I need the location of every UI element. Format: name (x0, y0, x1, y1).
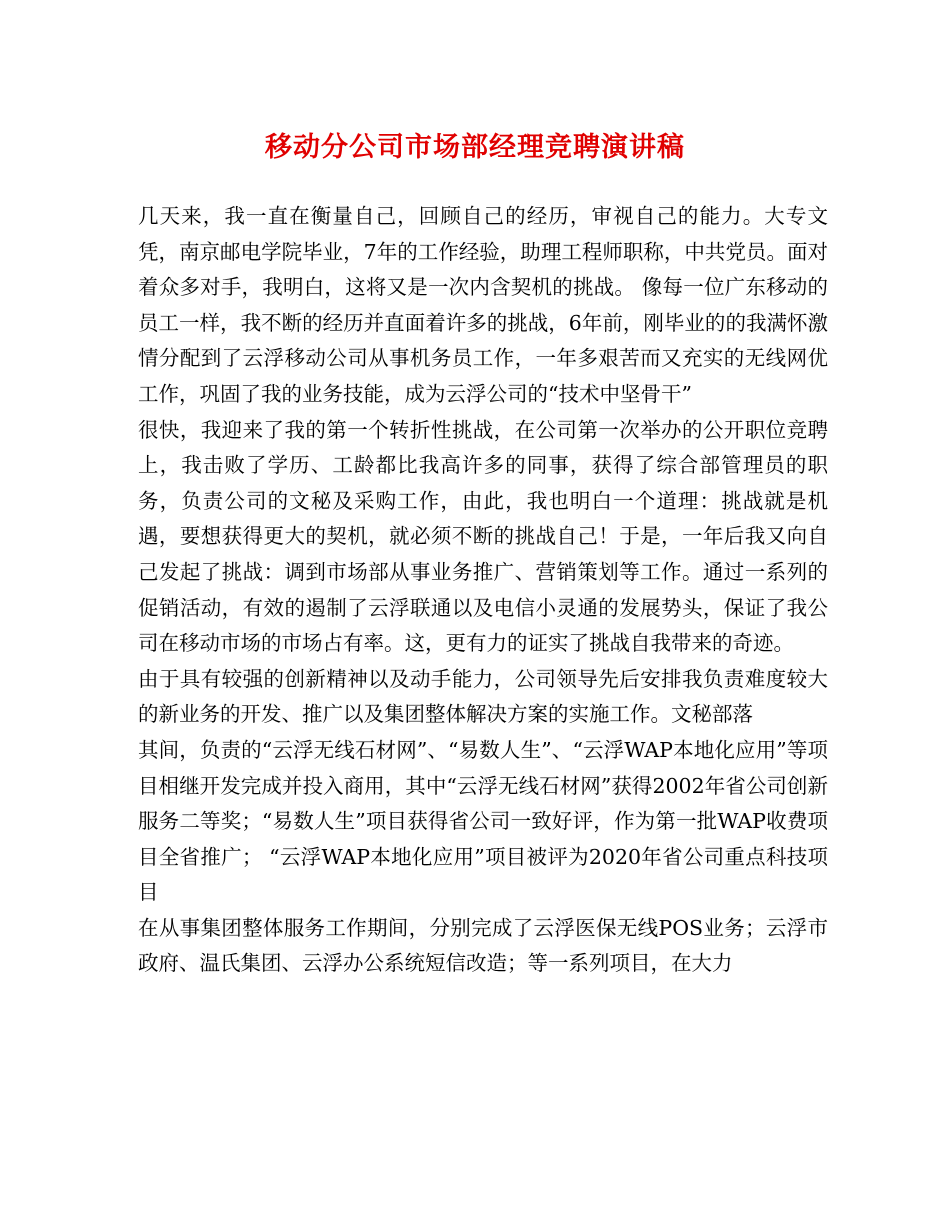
paragraph: 其间，负责的“云浮无线石材网”、“易数人生”、“云浮WAP本地化应用”等项目相继开发完成并投入商用，其中“云浮无线石材网”获得2002年省公司创新服务二等奖；“易数人生”项目获得省公司一致好评，作为第一批WAP收费项目全省推广； “云浮WAP本地化应用”项目被评为2020年省公司重点科技项目 (138, 737, 828, 905)
paragraph: 很快，我迎来了我的第一个转折性挑战，在公司第一次举办的公开职位竞聘上，我击败了学历、工龄都比我高许多的同事，获得了综合部管理员的职务，负责公司的文秘及采购工作，由此，我也明白一个道理：挑战就是机遇，要想获得更大的契机，就必须不断的挑战自己！于是，一年后我又向自己发起了挑战：调到市场部从事业务推广、营销策划等工作。通过一系列的促销活动，有效的遏制了云浮联通以及电信小灵通的发展势头，保证了我公司在移动市场的市场占有率。这，更有力的证实了挑战自我带来的奇迹。 (138, 417, 828, 656)
paragraph: 由于具有较强的创新精神以及动手能力，公司领导先后安排我负责难度较大的新业务的开发、推广以及集团整体解决方案的实施工作。文秘部落 (138, 666, 828, 727)
paragraph: 几天来，我一直在衡量自己，回顾自己的经历，审视自己的能力。大专文凭，南京邮电学院毕业，7年的工作经验，助理工程师职称，中共党员。面对着众多对手，我明白，这将又是一次内含契机的挑战。 像每一位广东移动的员工一样，我不断的经历并直面着许多的挑战，6年前，刚毕业的的我满怀激情分配到了云浮移动公司从事机务员工作，一年多艰苦而又充实的无线网优工作，巩固了我的业务技能，成为云浮公司的“技术中坚骨干” (138, 204, 828, 406)
paragraph: 在从事集团整体服务工作期间，分别完成了云浮医保无线POS业务；云浮市政府、温氏集团、云浮办公系统短信改造；等一系列项目，在大力 (138, 915, 828, 976)
document-title: 移动分公司市场部经理竞聘演讲稿 (265, 132, 685, 163)
document-body (138, 199, 828, 982)
